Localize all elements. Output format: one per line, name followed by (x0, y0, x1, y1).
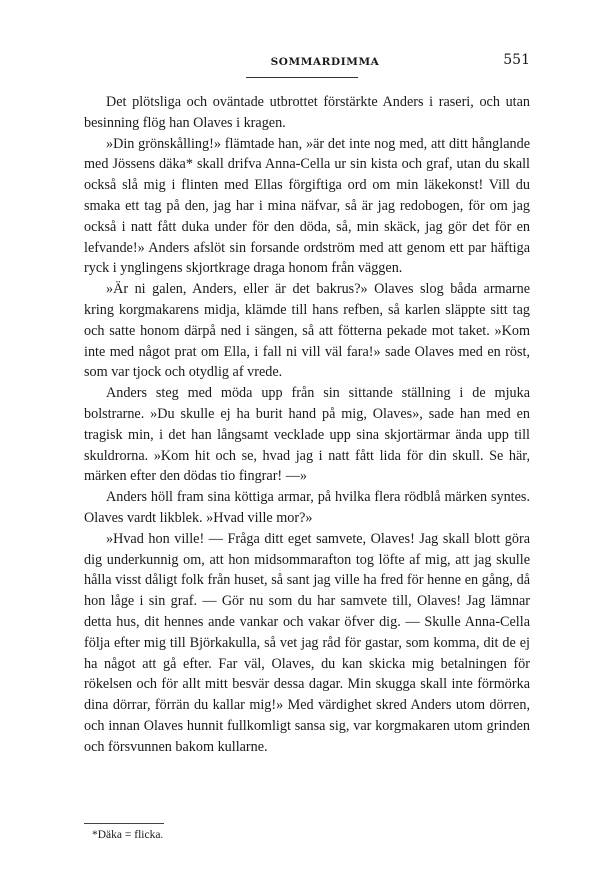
paragraph: »Hvad hon ville! — Fråga ditt eget samvete, Olaves! Jag skall blott göra dig underkunnig om, att hon midsommarafton tog löfte af mig, att jag skulle hålla visst dåligt folk från huset, så sant jag ville ha fred för henne en gång, då hon låge i sin graf. — Gör nu som du har samvete till, Olaves! Jag lämnar detta hus, dit hennes ande vankar och vakar öfver dig. — Skulle Anna-Cella följa efter mig till Björkakulla, så vet jag råd för gastar, som komma, dit de ej ha något att gå efter. Far väl, Olaves, du kan skicka mig betalningen för rökelsen och för allt mitt besvär dessa dagar. Min skugga skall inte förmörka dina dörrar, förrän du kallar mig!» Med värdighet skred Anders utom dörren, och innan Olaves hunnit fullkomligt sansa sig, var korgmakaren utom grinden och försvunnen bakom kullarne. (84, 530, 530, 755)
running-head (120, 52, 530, 72)
page-number: 551 (503, 52, 530, 68)
footnote: *Däka = flicka. (92, 829, 164, 841)
paragraph: Det plötsliga och oväntade utbrottet förstärkte Anders i raseri, och utan besinning flög han Olaves i kragen. (84, 94, 530, 131)
header-rule (246, 77, 358, 78)
paragraph: Anders höll fram sina köttiga armar, på hvilka flera rödblå märken syntes. Olaves vardt likblek. »Hvad ville mor?» (84, 489, 530, 526)
footnote-rule (84, 823, 164, 824)
running-title: SOMMARDIMMA (270, 56, 380, 68)
paragraph: Anders steg med möda upp från sin sittande ställning i de mjuka bolstrarne. »Du skulle ej ha burit hand på mig, Olaves», sade han med en tragisk min, i det han långsamt vecklade upp sina skjortärmar ända upp till skuldrorna. »Kom hit och se, hvad jag i natt fått lida för din skull. Se här, märken efter den dödas tio fingrar! —» (84, 385, 530, 485)
paragraph: »Är ni galen, Anders, eller är det bakrus?» Olaves slog båda armarne kring korgmakarens midja, klämde till hans refben, så karlen släppte sitt tag och satte honom därpå ned i sängen, så att fötterna pekade mot taket. »Kom inte med något prat om Ella, i fall ni vill väl fara!» sade Olaves med en röst, som var tjock och otydlig af vrede. (84, 281, 530, 381)
body-text (84, 92, 530, 758)
paragraph: »Din grönskålling!» flämtade han, »är det inte nog med, att ditt hånglande med Jössens däka* skall drifva Anna-Cella ur sin kista och graf, utan du skall också slå mig i flinten med Ellas förgiftiga ord om min läkekonst! Vill du smaka ett tag på den, jag har i mina näfvar, så är jag redobogen, för om jag också i natt fått duka under för den döda, så, min skäck, jag gör det för en lefvande!» Anders afslöt sin forsande ordström med att genom ett par häftiga ryck i ynglingens skjortkrage draga honom från väggen. (84, 135, 530, 277)
